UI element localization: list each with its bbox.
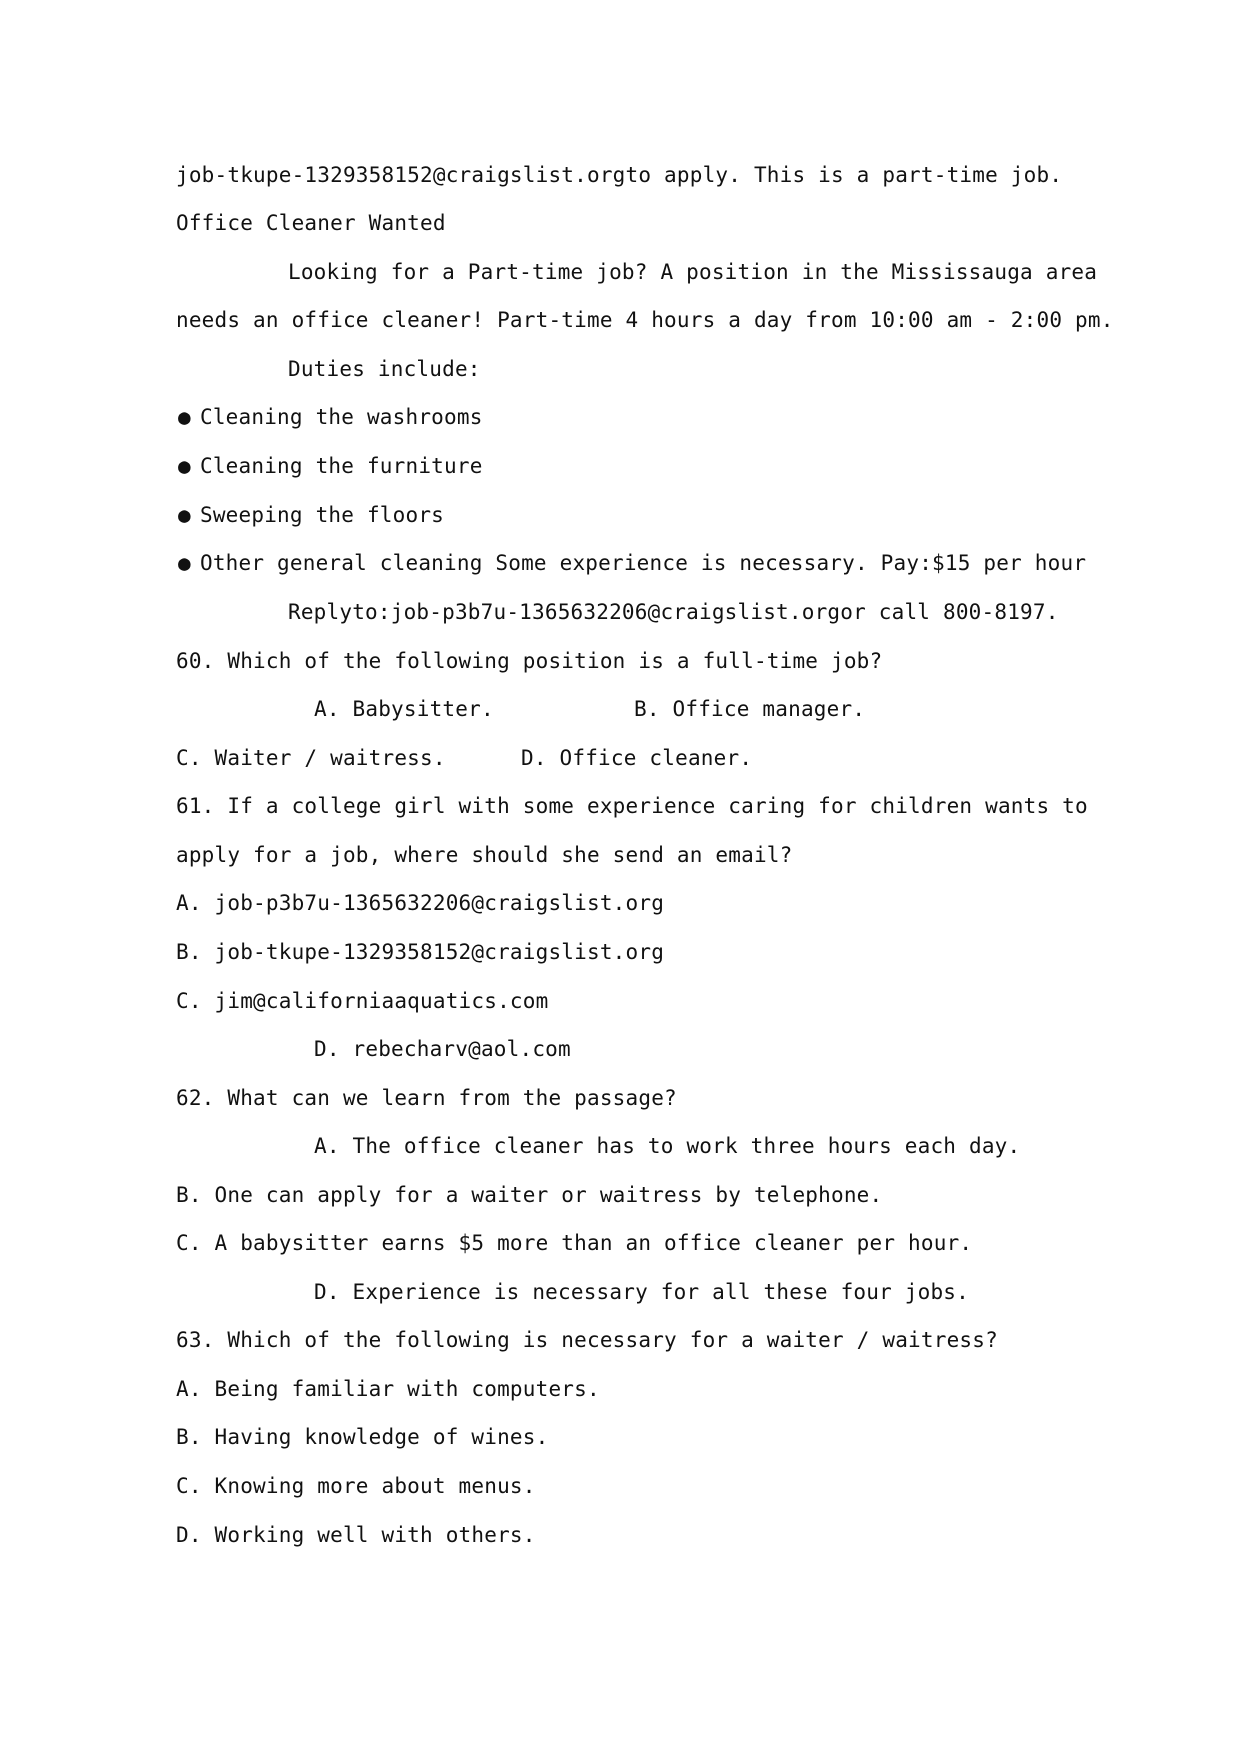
duty-item bbox=[178, 450, 483, 482]
question-60-option-b: B. Office manager. bbox=[634, 697, 866, 721]
bullet-icon: ● bbox=[178, 503, 191, 527]
duty-text: Cleaning the furniture bbox=[200, 454, 483, 478]
bullet-icon: ● bbox=[178, 454, 191, 478]
question-61-stem-line1: 61. If a college girl with some experience caring for children wants to bbox=[176, 794, 1088, 818]
duty-item bbox=[178, 401, 483, 433]
question-61-option-b: B. job-tkupe-1329358152@craigslist.org bbox=[176, 940, 665, 964]
question-63-option-c: C. Knowing more about menus. bbox=[176, 1474, 536, 1498]
question-61-option-a: A. job-p3b7u-1365632206@craigslist.org bbox=[176, 891, 665, 915]
question-60-option-d: D. Office cleaner. bbox=[521, 746, 753, 770]
question-60-options-ab bbox=[314, 693, 865, 725]
passage-line-looking: Looking for a Part-time job? A position in the Mississauga area bbox=[288, 260, 1098, 284]
ad-title-office-cleaner: Office Cleaner Wanted bbox=[176, 211, 446, 235]
passage-line-duties: Duties include: bbox=[288, 357, 481, 381]
question-61-option-c: C. jim@californiaaquatics.com bbox=[176, 989, 549, 1013]
question-62-option-d: D. Experience is necessary for all these four jobs. bbox=[314, 1280, 969, 1304]
question-62-stem: 62. What can we learn from the passage? bbox=[176, 1086, 677, 1110]
question-61-stem-line2: apply for a job, where should she send an email? bbox=[176, 843, 793, 867]
question-63-option-d: D. Working well with others. bbox=[176, 1523, 536, 1547]
question-62-option-c: C. A babysitter earns $5 more than an office cleaner per hour. bbox=[176, 1231, 973, 1255]
question-60-option-c: C. Waiter / waitress. bbox=[176, 746, 446, 770]
question-60-options-cd bbox=[176, 742, 752, 774]
question-63-option-b: B. Having knowledge of wines. bbox=[176, 1425, 549, 1449]
passage-line-reply: Replyto:job-p3b7u-1365632206@craigslist.orgor call 800-8197. bbox=[288, 600, 1059, 624]
passage-line-email-apply: job-tkupe-1329358152@craigslist.orgto apply. This is a part-time job. bbox=[176, 163, 1063, 187]
question-61-option-d: D. rebecharv@aol.com bbox=[314, 1037, 571, 1061]
duty-item bbox=[178, 547, 1086, 579]
duty-text: Cleaning the washrooms bbox=[200, 405, 483, 429]
duty-item bbox=[178, 499, 444, 531]
duty-text: Sweeping the floors bbox=[200, 503, 445, 527]
question-62-option-b: B. One can apply for a waiter or waitress by telephone. bbox=[176, 1183, 883, 1207]
question-63-stem: 63. Which of the following is necessary for a waiter / waitress? bbox=[176, 1328, 998, 1352]
question-60-stem: 60. Which of the following position is a full-time job? bbox=[176, 649, 883, 673]
question-62-option-a: A. The office cleaner has to work three hours each day. bbox=[314, 1134, 1021, 1158]
duty-text: Other general cleaning Some experience is necessary. Pay:$15 per hour bbox=[200, 551, 1087, 575]
question-63-option-a: A. Being familiar with computers. bbox=[176, 1377, 600, 1401]
question-60-option-a: A. Babysitter. bbox=[314, 697, 494, 721]
bullet-icon: ● bbox=[178, 551, 191, 575]
bullet-icon: ● bbox=[178, 405, 191, 429]
passage-line-needs-cleaner: needs an office cleaner! Part-time 4 hours a day from 10:00 am - 2:00 pm. bbox=[176, 308, 1114, 332]
